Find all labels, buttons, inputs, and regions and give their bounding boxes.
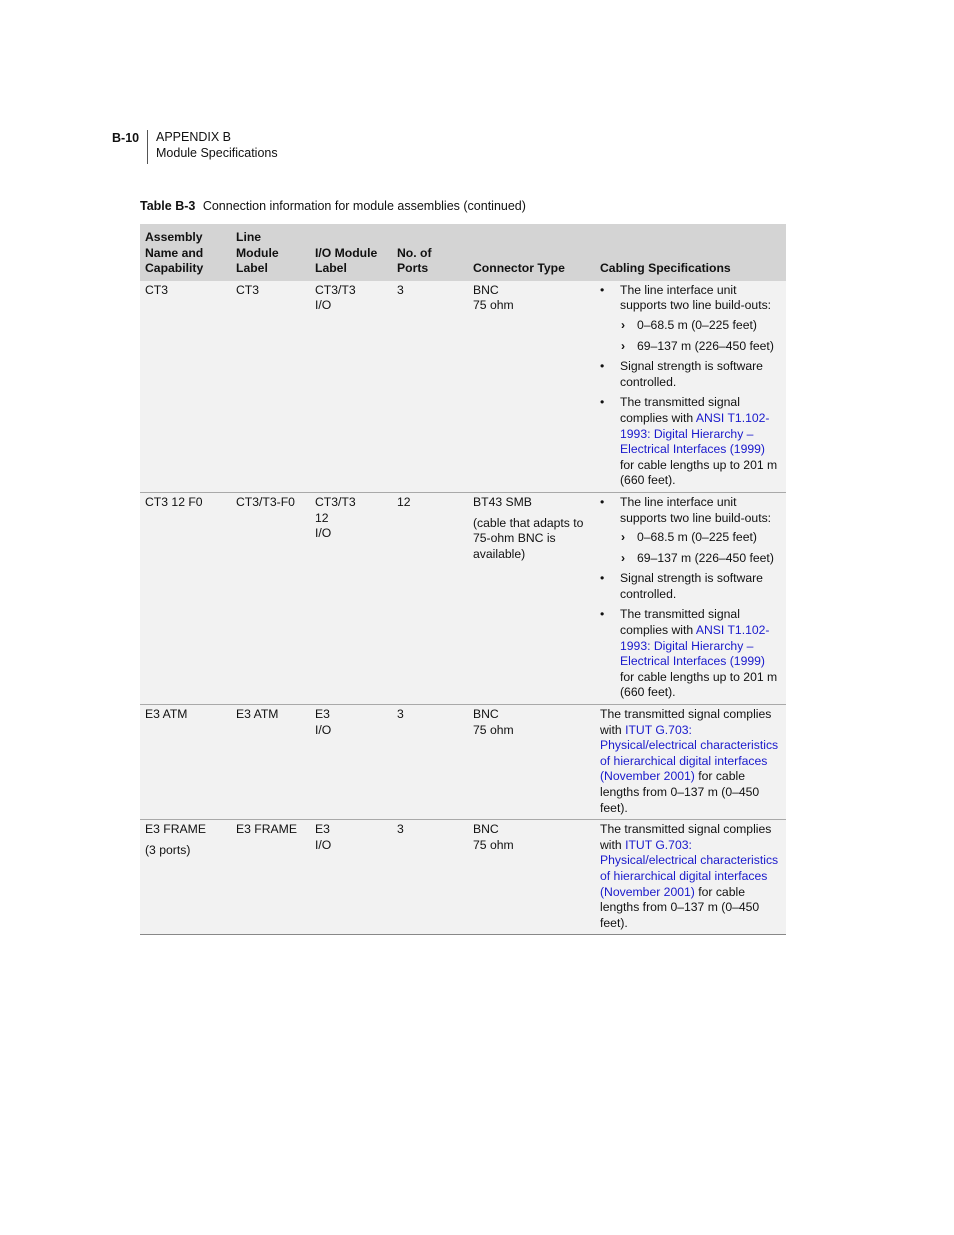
line-label-cell: CT3/T3-F0 xyxy=(231,492,310,704)
table-row xyxy=(140,281,786,493)
bullet-icon: • xyxy=(600,395,605,410)
chapter-title: Module Specifications xyxy=(156,145,278,160)
sub-bullet-text: 69–137 m (226–450 feet) xyxy=(637,338,774,353)
column-header-connector: Connector Type xyxy=(468,224,595,281)
bullet-text: The transmitted signal complies with xyxy=(620,607,740,638)
sub-bullet-text: 0–68.5 m (0–225 feet) xyxy=(637,530,757,545)
table-title: Connection information for module assemblies (continued) xyxy=(202,199,526,213)
bullet-item xyxy=(600,571,782,602)
bullet-text: The line interface unit supports two line build-outs: xyxy=(620,494,772,525)
bullet-item xyxy=(600,395,782,489)
bullet-icon: • xyxy=(600,571,605,586)
bullet-text-end: for cable lengths up to 201 m (660 feet). xyxy=(620,669,778,700)
bullet-text: The transmitted signal complies with xyxy=(620,395,740,425)
assembly-cell xyxy=(140,705,231,820)
ports-cell: 3 xyxy=(392,705,468,820)
table-caption xyxy=(140,199,526,213)
bullet-text-end: for cable lengths up to 201 m (660 feet). xyxy=(620,457,778,488)
sub-bullet-item xyxy=(620,530,782,546)
bullet-text: The line interface unit supports two line build-outs: xyxy=(620,282,772,313)
cabling-cell xyxy=(595,705,786,820)
bullet-icon: • xyxy=(600,607,605,622)
connector-cell xyxy=(468,492,595,704)
connector-type: BT43 SMB xyxy=(473,494,532,509)
connector-type: BNC 75 ohm xyxy=(473,707,514,737)
sub-bullet-text: 0–68.5 m (0–225 feet) xyxy=(637,317,757,332)
ports-cell: 3 xyxy=(392,281,468,493)
line-label-cell: CT3 xyxy=(231,281,310,493)
itut-standard-link[interactable]: ITUT G.703: Physical/electrical characteristics of hierarchical digital interfaces (November 2001) xyxy=(600,722,779,784)
bullet-item xyxy=(600,359,782,390)
connector-type: BNC 75 ohm xyxy=(473,282,514,313)
io-label-cell: CT3/T3 12 I/O xyxy=(310,492,392,704)
table-row xyxy=(140,705,786,820)
sub-bullet-item xyxy=(620,318,782,334)
assembly-name: CT3 12 F0 xyxy=(145,494,203,509)
paragraph-text: The transmitted signal complies with xyxy=(600,822,772,852)
itut-standard-link[interactable]: ITUT G.703: Physical/electrical characteristics of hierarchical digital interfaces (November 2001) xyxy=(600,837,779,899)
header-divider xyxy=(147,130,148,164)
sub-bullet-item xyxy=(620,551,782,567)
page-number: B-10 xyxy=(112,131,140,145)
cabling-cell xyxy=(595,492,786,704)
paragraph-text-end: for cable lengths from 0–137 m (0–450 feet). xyxy=(600,884,760,930)
bullet-text: Signal strength is software controlled. xyxy=(620,359,763,389)
paragraph-text: The transmitted signal complies with xyxy=(600,707,772,737)
io-label-cell: CT3/T3 I/O xyxy=(310,281,392,493)
cabling-cell xyxy=(595,281,786,493)
connector-type: BNC 75 ohm xyxy=(473,822,514,852)
paragraph-text-end: for cable lengths from 0–137 m (0–450 feet). xyxy=(600,769,760,815)
ansi-standard-link[interactable]: ANSI T1.102-1993: Digital Hierarchy – Electrical Interfaces (1999) xyxy=(620,623,770,669)
sub-bullet-item xyxy=(620,339,782,355)
table-header-row xyxy=(140,224,786,281)
ports-cell: 12 xyxy=(392,492,468,704)
assembly-cell xyxy=(140,820,231,935)
section-title: APPENDIX B xyxy=(156,130,232,144)
connection-table xyxy=(140,224,786,935)
ansi-standard-link[interactable]: ANSI T1.102-1993: Digital Hierarchy – Electrical Interfaces (1999) xyxy=(620,410,770,457)
assembly-name: CT3 xyxy=(145,282,169,297)
bullet-item xyxy=(600,607,782,701)
cabling-paragraph xyxy=(600,822,782,931)
connector-cell xyxy=(468,820,595,935)
line-label-cell: E3 ATM xyxy=(231,705,310,820)
cabling-paragraph xyxy=(600,707,782,816)
line-label-cell: E3 FRAME xyxy=(231,820,310,935)
assembly-cell xyxy=(140,492,231,704)
bullet-icon: • xyxy=(600,494,605,509)
bullet-icon: • xyxy=(600,282,605,297)
chevron-right-icon: › xyxy=(621,530,626,545)
connector-cell xyxy=(468,705,595,820)
chevron-right-icon: › xyxy=(621,338,626,353)
column-header-assembly: Assembly Name and Capability xyxy=(140,224,231,281)
chevron-right-icon: › xyxy=(621,317,626,332)
column-header-ports: No. of Ports xyxy=(392,224,468,281)
table-row xyxy=(140,820,786,935)
table-label: Table B-3 xyxy=(140,199,196,213)
assembly-name: E3 FRAME xyxy=(145,822,206,837)
table-row xyxy=(140,492,786,704)
cabling-cell xyxy=(595,820,786,935)
bullet-text: Signal strength is software controlled. xyxy=(620,571,763,601)
assembly-cell xyxy=(140,281,231,493)
assembly-name: E3 ATM xyxy=(145,707,188,722)
column-header-line-label: Line Module Label xyxy=(231,224,310,281)
sub-bullet-text: 69–137 m (226–450 feet) xyxy=(637,550,774,565)
connector-note: (cable that adapts to 75-ohm BNC is available) xyxy=(473,515,584,561)
bullet-item xyxy=(600,495,782,566)
ports-cell: 3 xyxy=(392,820,468,935)
column-header-cabling: Cabling Specifications xyxy=(595,224,786,281)
io-label-cell: E3 I/O xyxy=(310,705,392,820)
chevron-right-icon: › xyxy=(621,550,626,565)
connector-cell xyxy=(468,281,595,493)
assembly-note: (3 ports) xyxy=(145,842,191,857)
bullet-item xyxy=(600,283,782,354)
column-header-io-label: I/O Module Label xyxy=(310,224,392,281)
header-titles xyxy=(156,130,278,161)
bullet-icon: • xyxy=(600,359,605,374)
io-label-cell: E3 I/O xyxy=(310,820,392,935)
